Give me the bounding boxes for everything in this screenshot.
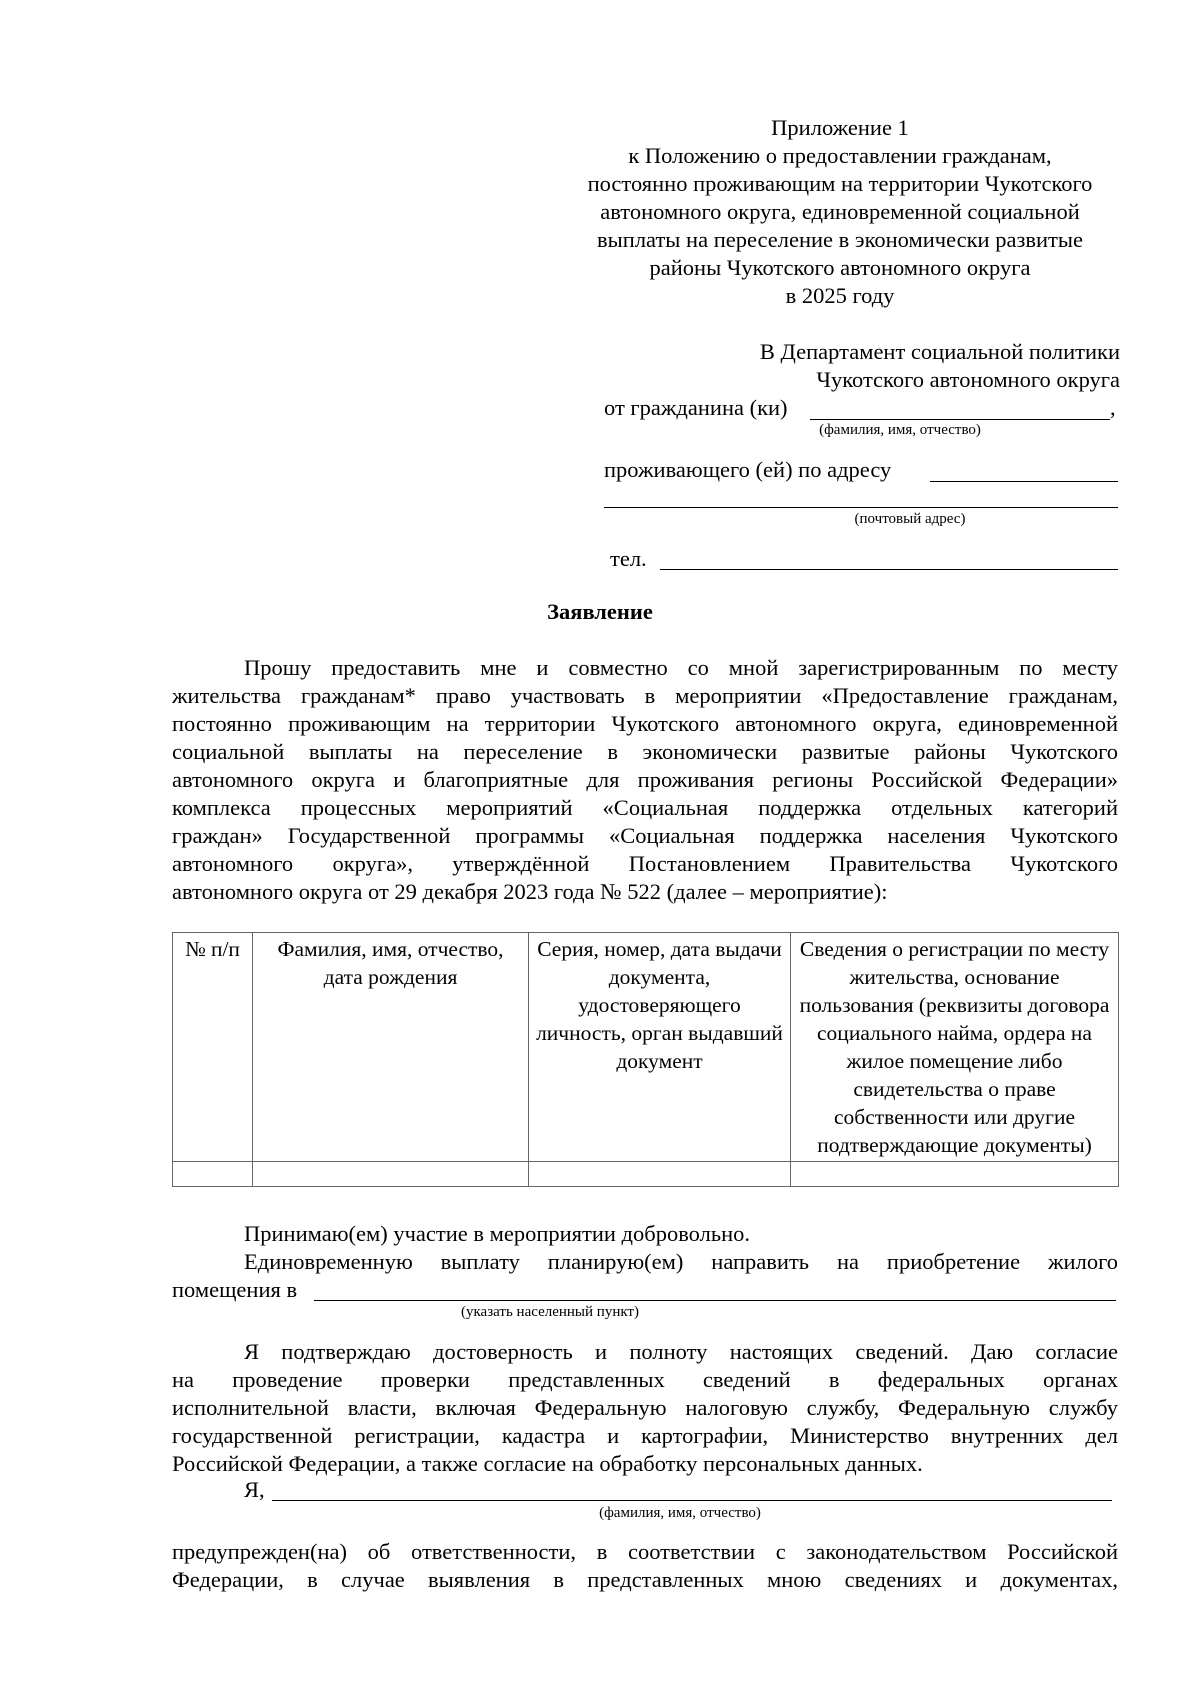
request-line: комплекса процессных мероприятий «Социальная поддержка отдельных категорий: [172, 795, 1118, 820]
address-underline-2[interactable]: [604, 507, 1118, 508]
table-cell[interactable]: [173, 1162, 253, 1187]
annex-header: [560, 114, 1120, 310]
address-label: проживающего (ей) по адресу: [604, 457, 892, 482]
request-line: автономного округа и благоприятные для проживания регионы Российской Федерации»: [172, 767, 1118, 792]
header-fio: Фамилия, имя, отчество, дата рождения: [253, 933, 529, 1162]
request-line: Прошу предоставить мне и совместно со мной зарегистрированным по месту: [244, 655, 1118, 680]
consent-line: исполнительной власти, включая Федеральную налоговую службу, Федеральную службу: [172, 1395, 1118, 1420]
warning-line: Федерации, в случае выявления в представленных мною сведениях и документах,: [172, 1567, 1118, 1592]
from-citizen-label: от гражданина (ки): [604, 395, 788, 420]
annex-line: к Положению о предоставлении гражданам,: [628, 143, 1052, 168]
from-comma: ,: [1110, 395, 1116, 420]
premises-label: помещения в: [172, 1277, 298, 1302]
locality-underline[interactable]: [314, 1300, 1116, 1301]
request-line: граждан» Государственной программы «Социальная поддержка населения Чукотского: [172, 823, 1118, 848]
consent-line: государственной регистрации, кадастра и картографии, Министерство внутренних дел: [172, 1423, 1118, 1448]
consent-line: Я подтверждаю достоверность и полноту настоящих сведений. Даю согласие: [244, 1339, 1118, 1364]
addressee-department: В Департамент социальной политики: [759, 339, 1120, 364]
warning-paragraph: [172, 1538, 1118, 1594]
fio-hint: (фамилия, имя, отчество): [819, 422, 981, 438]
address-underline-1[interactable]: [930, 481, 1118, 482]
header-document: Серия, номер, дата выдачи документа, удостоверяющего личность, орган выдавший документ: [529, 933, 791, 1162]
request-line: жительства гражданам* право участвовать в мероприятии «Предоставление гражданам,: [172, 683, 1118, 708]
table-cell[interactable]: [529, 1162, 791, 1187]
annex-line: автономного округа, единовременной социальной: [600, 199, 1080, 224]
payment-text: Единовременную выплату планирую(ем) направить на приобретение жилого: [244, 1249, 1118, 1274]
annex-line: Приложение 1: [771, 115, 909, 140]
annex-line: выплаты на переселение в экономически развитые: [597, 227, 1083, 252]
table-cell[interactable]: [253, 1162, 529, 1187]
statement-title: Заявление: [547, 599, 653, 624]
header-number: № п/п: [173, 933, 253, 1162]
fio-underline[interactable]: [810, 419, 1110, 420]
phone-label: тел.: [610, 546, 647, 571]
annex-line: постоянно проживающим на территории Чукотского: [587, 171, 1093, 196]
request-paragraph: [172, 654, 1118, 906]
table-header-row: [173, 933, 1119, 1162]
declarant-underline[interactable]: [272, 1500, 1112, 1501]
family-members-table: [172, 932, 1119, 1187]
header-registration: Сведения о регистрации по месту жительства, основание пользования (реквизиты договора социального найма, ордера на жилое помещение либо свидетельства о праве собственности или другие подтверждающие документы): [791, 933, 1119, 1162]
table-row: [173, 1162, 1119, 1187]
declarant-label: Я,: [244, 1477, 265, 1502]
request-line: социальной выплаты на переселение в экономически развитые районы Чукотского: [172, 739, 1118, 764]
request-line: автономного округа», утверждённой Постановлением Правительства Чукотского: [172, 851, 1118, 876]
warning-line: предупрежден(на) об ответственности, в соответствии с законодательством Российской: [172, 1539, 1118, 1564]
phone-underline[interactable]: [660, 569, 1118, 570]
request-line: автономного округа от 29 декабря 2023 года № 522 (далее – мероприятие):: [172, 879, 888, 904]
postal-hint: (почтовый адрес): [854, 511, 966, 527]
locality-hint: (указать населенный пункт): [461, 1304, 639, 1320]
table-cell[interactable]: [791, 1162, 1119, 1187]
annex-line: районы Чукотского автономного округа: [649, 255, 1031, 280]
consent-line: на проведение проверки представленных сведений в федеральных органах: [172, 1367, 1118, 1392]
request-line: постоянно проживающим на территории Чукотского автономного округа, единовременной: [172, 711, 1118, 736]
addressee-region: Чукотского автономного округа: [816, 367, 1120, 392]
consent-paragraph: [172, 1338, 1118, 1478]
consent-line: Российской Федерации, а также согласие на обработку персональных данных.: [172, 1451, 923, 1476]
annex-line: в 2025 году: [785, 283, 895, 308]
declarant-fio-hint: (фамилия, имя, отчество): [599, 1505, 761, 1521]
voluntary-text: Принимаю(ем) участие в мероприятии добровольно.: [244, 1221, 751, 1246]
